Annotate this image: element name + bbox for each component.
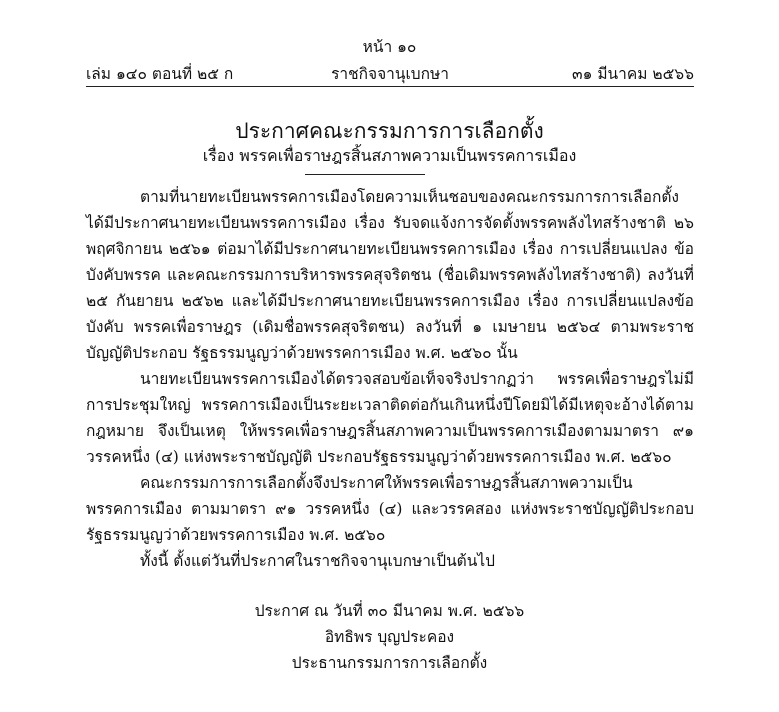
paragraph-3: คณะกรรมการการเลือกตั้งจึงประกาศให้พรรคเพื่อราษฎรสิ้นสภาพความเป็นพรรคการเมือง ตามมาตรา ๙๑ วรรคหนึ่ง (๔) และวรรคสอง แห่งพระราชบัญญัติประกอบรัฐธรรมนูญว่าด้วยพรรคการเมือง พ.ศ. ๒๕๖๐ [86,474,694,544]
announcement-title: ประกาศคณะกรรมการการเลือกตั้ง [235,119,544,143]
signer-position: ประธานกรรมการการเลือกตั้ง [291,654,488,672]
gazette-header [86,61,694,83]
page-number: หน้า ๑๐ [362,38,417,56]
paragraph-1: ตามที่นายทะเบียนพรรคการเมืองโดยความเห็นชอบของคณะกรรมการการเลือกตั้ง ได้มีประกาศนายทะเบียนพรรคการเมือง เรื่อง รับจดแจ้งการจัดตั้งพรรคพลังไทสร้างชาติ ๒๖ พฤศจิกายน ๒๕๖๑ ต่อมาได้มีประกาศนายทะเบียนพรรคการเมือง เรื่อง การเปลี่ยนแปลง ข้อบังคับพรรค และคณะกรรมการบริหารพรรคสุจริตชน (ชื่อเดิมพรรคพลังไทสร้างชาติ) ลงวันที่ ๒๕ กันยายน ๒๕๖๒ และได้มีประกาศนายทะเบียนพรรคการเมือง เรื่อง การเปลี่ยนแปลงข้อบังคับ พรรคเพื่อราษฎร (เดิมชื่อพรรคสุจริตชน) ลงวันที่ ๑ เมษายน ๒๕๖๔ ตามพระราชบัญญัติประกอบ รัฐธรรมนูญว่าด้วยพรรคการเมือง พ.ศ. ๒๕๖๐ นั้น [86,188,694,362]
paragraph-2: นายทะเบียนพรรคการเมืองได้ตรวจสอบข้อเท็จจริงปรากฏว่า พรรคเพื่อราษฎรไม่มีการประชุมใหญ่ พรรคการเมืองเป็นระยะเวลาติดต่อกันเกินหนึ่งปีโดยมิได้มีเหตุจะอ้างได้ตามกฎหมาย จึงเป็นเหตุ ให้พรรคเพื่อราษฎรสิ้นสภาพความเป็นพรรคการเมืองตามมาตรา ๙๑ วรรคหนึ่ง (๔) แห่งพระราชบัญญัติ ประกอบรัฐธรรมนูญว่าด้วยพรรคการเมือง พ.ศ. ๒๕๖๐ [86,370,694,466]
header-divider [86,86,694,87]
announcement-subject: เรื่อง พรรคเพื่อราษฎรสิ้นสภาพความเป็นพรรคการเมือง [202,146,577,165]
closing-line: ทั้งนี้ ตั้งแต่วันที่ประกาศในราชกิจจานุเบกษาเป็นต้นไป [140,552,495,570]
title-divider [305,174,425,175]
announcement-body [86,184,694,574]
publication-date: ๓๑ มีนาคม ๒๕๖๖ [571,65,694,83]
gazette-name: ราชกิจจานุเบกษา [331,65,449,83]
volume-issue: เล่ม ๑๔๐ ตอนที่ ๒๕ ก [86,65,234,83]
signer-name: อิทธิพร บุญประคอง [324,628,455,646]
signature-date: ประกาศ ณ วันที่ ๓๐ มีนาคม พ.ศ. ๒๕๖๖ [254,602,525,620]
